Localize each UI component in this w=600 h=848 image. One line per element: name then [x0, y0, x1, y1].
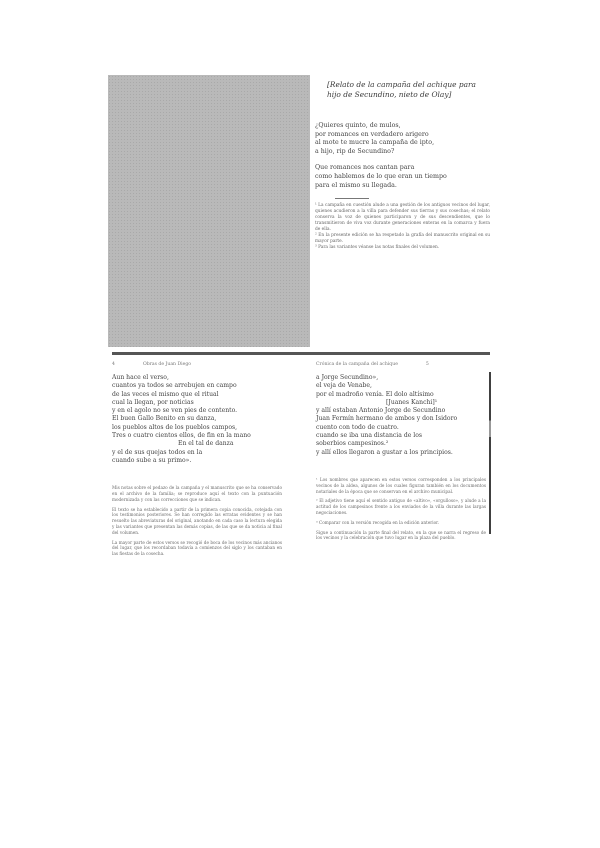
- verse-line: y en el agolo no se ven pies de contento.: [112, 407, 238, 415]
- verse-line: Aun hace el verso,: [112, 374, 169, 381]
- verse-line: cuantos ya todos se arrebujen en campo: [112, 382, 237, 390]
- verse-line: y el de sus quejas todos en la: [112, 448, 203, 456]
- verse-block: [112, 374, 282, 465]
- running-title: Crónica de la campaña del achique: [316, 362, 398, 367]
- footnotes: [112, 485, 282, 557]
- stanza-2: [315, 164, 490, 190]
- verse-line: El buen Gallo Benito en su danza,: [112, 415, 217, 423]
- verse-line: y allí estaban Antonio Jorge de Secundino: [316, 407, 446, 415]
- verse-line: de las veces el mismo que el ritual: [112, 390, 219, 398]
- verse-line: cuando se iba una distancia de los: [316, 432, 423, 440]
- left-page: [112, 362, 282, 561]
- verse-line: [Juanes Kanchi]¹: [386, 398, 438, 406]
- page-number: 4: [112, 362, 115, 367]
- top-page: [315, 80, 490, 250]
- running-head: [112, 362, 282, 368]
- footnote: Mis notas sobre el pedazo de la campaña y el manuscrito que se ha conservado en el archivo de la familia; se reproduce aquí el texto con la puntuación modernizada y con las correcciones que se indican.: [112, 485, 282, 502]
- page-number: 5: [425, 362, 429, 367]
- heading-line: hijo de Secundino, nieto de Olay]: [327, 90, 452, 99]
- stanza-1: [315, 122, 490, 156]
- running-title: Obras de Juan Diego: [142, 362, 192, 367]
- right-page: [316, 362, 486, 545]
- footnotes: [316, 477, 486, 541]
- verse-line: cuando sube a su primo».: [112, 456, 192, 464]
- verse-line: Juan Fermín hermano de ambos y don Isidoro: [316, 415, 458, 423]
- footnote: La mayor parte de estos versos se recogió de boca de los vecinos más ancianos del lugar, que los recordaban todavía a comienzos del siglo y los cantaban en las fiestas de la cosecha.: [112, 539, 282, 557]
- verse-line: a Jorge Secundino»,: [316, 374, 379, 381]
- footnote: ¹ Los nombres que aparecen en estos versos corresponden a los principales vecinos de la aldea, algunos de los cuales figuran también en los documentos notariales de la época que se conservan en el archivo municipal.: [316, 476, 486, 494]
- verse-line: cuento con todo de cuatro.: [316, 423, 399, 431]
- verse-line: al mote te mucre la campaña de ipto,: [315, 139, 435, 147]
- footnote-rule: [335, 198, 369, 199]
- verse-line: soberbios campesinos.²: [316, 440, 389, 448]
- footnote: Sigue a continuación la parte final del relato, en la que se narra el regreso de los vecinos y la celebración que tuvo lugar en la plaza del pueblo.: [316, 529, 486, 541]
- scan-edge-mark: [489, 372, 491, 534]
- verse-line: En el tal de danza: [178, 440, 234, 448]
- footnote: ³ Para las variantes véanse las notas finales del volumen.: [315, 244, 440, 250]
- gray-scanned-panel: [108, 75, 310, 347]
- verse-line: ¿Quieres quinto, de mulos,: [315, 122, 401, 129]
- running-head: [316, 362, 486, 368]
- footnote: ¹ La campaña en cuestión alude a una gestión de los antiguos vecinos del lugar, quienes acudieron a la villa para defender sus tierras y sus cosechas; el relato conserva la voz de quienes participaron y de sus descendientes, que lo transmitieron de viva voz durante generaciones enteras en la comarca y fuera de ella.: [315, 203, 490, 232]
- poem-heading: [327, 80, 490, 100]
- heading-line: [Relato de la campaña del achique para: [327, 80, 476, 89]
- footnote: ³ Comparar con la versión recogida en la edición anterior.: [316, 519, 440, 525]
- verse-line: Tres o cuatro cientos ellos, de fin en la mano: [112, 432, 251, 440]
- footnotes: [315, 203, 490, 250]
- verse-line: por el madroño venía. El dolo altísimo: [316, 390, 434, 398]
- footnote: ² En la presente edición se ha respetado la grafía del manuscrito original en su mayor parte.: [315, 232, 490, 244]
- verse-line: los pueblos altos de los pueblos campos,: [112, 423, 238, 431]
- spread-divider: [112, 352, 490, 355]
- verse-block: [316, 374, 486, 457]
- verse-line: como hablemos de lo que eran un tiempo: [315, 172, 447, 180]
- verse-line: por romances en verdadero arigero: [315, 130, 429, 138]
- verse-line: Que romances nos cantan para: [315, 164, 415, 172]
- verse-line: para el mismo su llegada.: [315, 181, 397, 189]
- verse-line: a hijo, rip de Secundino?: [315, 147, 395, 155]
- footnote: ² El adjetivo tiene aquí el sentido antiguo de «altivo», «orgulloso», y alude a la actitud de los campesinos frente a los enviados de la villa durante las largas negociaciones.: [316, 498, 486, 515]
- verse-line: y allí ellos llegaron a gustar a los principios.: [316, 448, 453, 456]
- verse-line: cual la llegan, por noticias: [112, 398, 194, 406]
- footnote: El texto se ha establecido a partir de la primera copia conocida, cotejada con los testimonios posteriores. Se han corregido las erratas evidentes y se han resuelto las abreviaturas del original, anotando en cada caso la lectura elegida y las variantes que presentan las demás copias, de las que se da noticia al final del volumen.: [112, 506, 282, 535]
- verse-line: el veja de Venabe,: [316, 382, 372, 390]
